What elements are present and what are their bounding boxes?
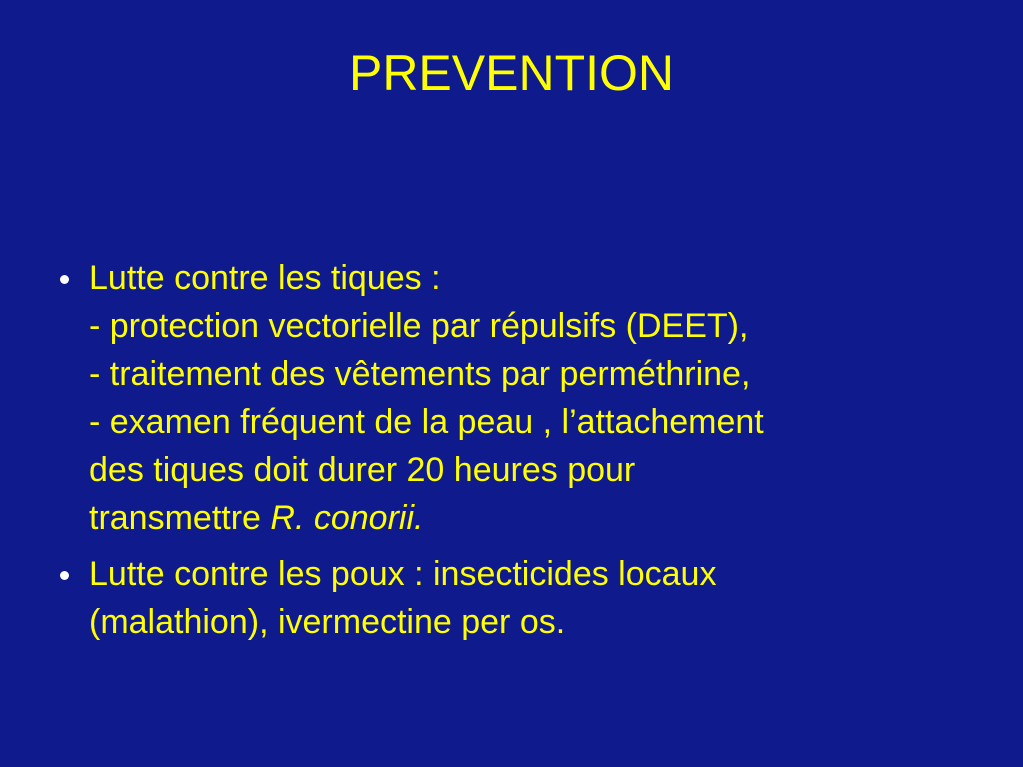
bullet-line: Lutte contre les tiques : — [89, 259, 441, 297]
bullet-text: transmettre — [89, 499, 271, 537]
bullet-line: (malathion), ivermectine per os. — [89, 603, 566, 641]
bullet-line: - traitement des vêtements par perméthrine, — [89, 355, 751, 393]
bullet-line-last — [89, 494, 938, 542]
bullet-line: Lutte contre les poux : insecticides locaux — [89, 555, 717, 593]
bullet-item-poux — [58, 550, 938, 646]
species-name: R. conorii. — [270, 499, 424, 537]
bullet-dot-icon — [60, 571, 69, 580]
bullet-line: - examen fréquent de la peau , l’attachement — [89, 403, 764, 441]
bullet-line: - protection vectorielle par répulsifs (DEET), — [89, 307, 749, 345]
bullet-list — [58, 254, 938, 654]
slide-title: PREVENTION — [348, 45, 675, 101]
bullet-dot-icon — [60, 275, 69, 284]
bullet-line: des tiques doit durer 20 heures pour — [89, 451, 636, 489]
bullet-item-tiques — [58, 254, 938, 542]
